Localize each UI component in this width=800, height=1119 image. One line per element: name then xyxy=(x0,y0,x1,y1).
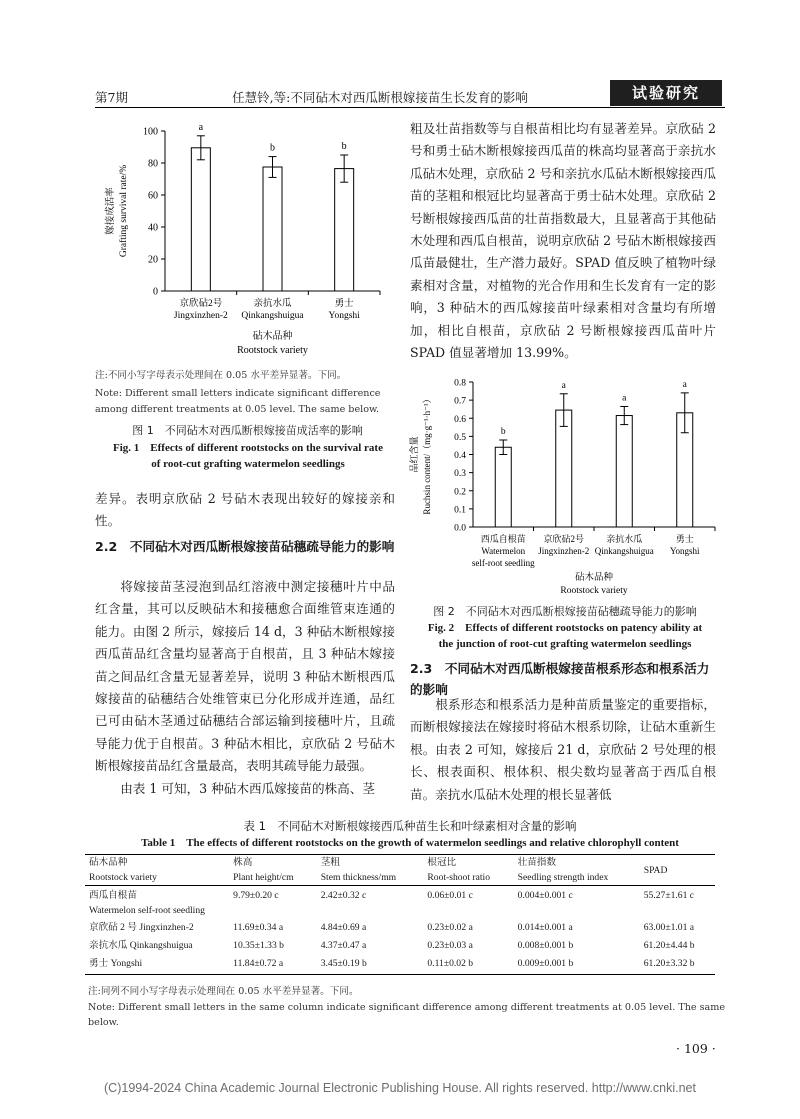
figure1-caption-en-1: Fig. 1 Effects of different rootstocks on the survival rate xyxy=(113,442,383,454)
y-axis-label-zh: 嫁接成活率 xyxy=(106,187,116,235)
table1-note-zh: 注:同列不同小写字母表示处理间在 0.05 水平差异显著。下同。 xyxy=(88,986,359,997)
table-cell: Watermelon self-root seedling xyxy=(89,905,205,916)
bar xyxy=(495,447,511,527)
right-paragraph-1: 粗及壮苗指数等与自根苗相比均有显著差异。京欣砧 2 号和勇士砧木断根嫁接西瓜苗的株高均显著高于亲抗水瓜砧木处理，京欣砧 2 号和亲抗水瓜砧木断根嫁接西瓜苗的茎粗和根冠比均显著高于勇士砧木处理。京欣砧 2 号断根嫁接西瓜苗的壮苗指数最大，且显著高于其他砧木处理和西瓜自根苗，说明京欣砧 2 号砧木断根嫁接西瓜苗最健壮，生产潜力最好。SPAD 值反映了植物叶绿素相对含量，对植物的光合作用和生长发育有一定的影响，3 种砧木的西瓜嫁接苗叶绿素相对含量均有所增加，相比自根苗，京欣砧 2 号断根嫁接西瓜苗叶片 SPAD 值显著增加 13.99%。 xyxy=(410,121,716,361)
table-cell: 京欣砧 2 号 Jingxinzhen-2 xyxy=(89,922,194,933)
x-axis-label-en: Rootstock variety xyxy=(560,586,628,596)
bar xyxy=(335,169,354,291)
table-header-zh-row xyxy=(85,855,715,871)
table-header-cell: 根冠比 xyxy=(423,855,513,871)
table-cell: 0.014±0.001 a xyxy=(517,922,573,933)
x-tick-label: 亲抗水瓜 xyxy=(253,299,292,309)
significance-letter: a xyxy=(622,393,627,404)
left-paragraph-2: 将嫁接苗茎浸泡到品红溶液中测定接穗叶片中品红含量，其可以反映砧木和接穗愈合面维管束连通的能力。由图 2 所示，嫁接后 14 d，3 种砧木断根嫁接西瓜苗品红含量均显著高于自根苗，且 3 种砧木嫁接苗之间品红含量无显著差异，说明 3 种砧木断根西瓜嫁接苗的砧穗结合处维管束已分化形成并连通，品红已可由砧木茎通过砧穗结合部运输到接穗叶片，且疏导能力优于自根苗。3 种砧木相比，京欣砧 2 号砧木断根嫁接苗品红含量最高，表明其疏导能力最强。 xyxy=(95,579,395,774)
figure2-chart xyxy=(405,370,725,600)
table-row xyxy=(85,956,715,975)
y-tick-label: 20 xyxy=(148,254,158,266)
figure1-chart xyxy=(95,114,395,369)
x-tick-label: 亲抗水瓜 xyxy=(606,534,643,544)
right-paragraph-2: 根系形态和根系活力是种苗质量鉴定的重要指标，而断根嫁接法在嫁接时将砧木根系切除，让砧木重新生根。由表 2 可知，嫁接后 21 d，京欣砧 2 号处理的根长、根表面积、根体积、根尖数均显著高于西瓜自根苗。亲抗水瓜砧木处理的根长显著低 xyxy=(410,697,716,802)
x-tick-label-en-line2: self-root seedling xyxy=(471,558,535,568)
significance-letter: b xyxy=(500,427,506,437)
x-tick-label-en: Yongshi xyxy=(669,546,700,556)
table-cell: 0.008±0.001 b xyxy=(517,940,574,951)
x-tick-label: 勇士 xyxy=(334,299,354,309)
table-cell: 0.23±0.02 a xyxy=(427,922,473,933)
y-tick-label: 0.8 xyxy=(454,378,466,389)
journal-logo: 试验研究 xyxy=(610,80,722,106)
table-cell: 4.37±0.47 a xyxy=(320,940,367,951)
copyright-footer: (C)1994-2024 China Academic Journal Electronic Publishing House. All rights reserved. http://www.cnki.net xyxy=(104,1081,696,1095)
figure2-caption-en-1: Fig. 2 Effects of different rootstocks on patency ability at xyxy=(427,622,703,634)
significance-letter: b xyxy=(270,142,275,154)
significance-letter: a xyxy=(198,121,204,133)
table-cell: 0.009±0.001 b xyxy=(514,956,640,975)
significance-letter: b xyxy=(341,141,347,152)
y-tick-label: 0.6 xyxy=(454,414,466,425)
header-rule xyxy=(95,107,725,108)
table-row xyxy=(85,903,715,920)
figure1-note-zh: 注:不同小写字母表示处理间在 0.05 水平差异显著。下同。 xyxy=(95,370,347,381)
y-tick-label: 0.5 xyxy=(454,432,466,443)
table-cell: 10.35±1.33 b xyxy=(233,940,284,951)
x-tick-label: 京欣砧2号 xyxy=(543,534,585,544)
table-row xyxy=(85,886,715,904)
x-axis-label-en: Rootstock variety xyxy=(237,345,308,356)
significance-letter: a xyxy=(682,379,687,390)
y-tick-label: 0.3 xyxy=(454,469,466,480)
table-cell: 0.06±0.01 c xyxy=(427,890,473,901)
y-tick-label: 60 xyxy=(148,190,158,202)
figure2-caption-en-2: the junction of root-cut grafting watermelon seedlings xyxy=(438,638,692,650)
bar xyxy=(263,167,282,291)
table-header-cell: 茎粗 xyxy=(317,855,424,871)
y-tick-label: 100 xyxy=(143,126,158,138)
table-cell: 亲抗水瓜 Qinkangshuigua xyxy=(89,940,193,951)
table-cell: 0.23±0.03 a xyxy=(427,940,473,951)
table-cell: 11.84±0.72 a xyxy=(229,956,317,975)
table-header-cell: Rootstock variety xyxy=(85,870,229,886)
y-tick-label: 80 xyxy=(148,158,158,170)
running-title: 任慧铃,等:不同砧木对西瓜断根嫁接苗生长发育的影响 xyxy=(232,90,528,105)
table-header-cell: 壮苗指数 xyxy=(514,855,640,871)
x-axis-label-zh: 砧木品种 xyxy=(574,573,614,583)
y-tick-label: 0.2 xyxy=(454,487,466,498)
table-cell: 0.11±0.02 b xyxy=(423,956,513,975)
x-tick-label: 京欣砧2号 xyxy=(179,299,223,309)
table-header-cell: Plant height/cm xyxy=(229,870,317,886)
table-cell: 61.20±3.32 b xyxy=(640,956,715,975)
bar xyxy=(616,416,632,527)
table-header-cell: Seedling strength index xyxy=(514,870,640,886)
issue-label: 第7期 xyxy=(95,90,128,105)
table1-note-en: Note: Different small letters in the same column indicate significant difference among different treatments at 0.05 level. The same below. xyxy=(88,1002,726,1028)
table-cell: 西瓜自根苗 xyxy=(89,890,137,901)
y-tick-label: 0 xyxy=(153,286,158,298)
x-axis-label-zh: 砧木品种 xyxy=(252,331,293,342)
x-tick-label-en: Jingxinzhen-2 xyxy=(173,311,228,321)
table-header-cell: 株高 xyxy=(229,855,317,871)
table1-title-en: Table 1 The effects of different rootstocks on the growth of watermelon seedlings and relative chlorophyll content xyxy=(141,837,679,849)
left-paragraph-1: 差异。表明京欣砧 2 号砧木表现出较好的嫁接亲和性。 xyxy=(95,491,395,529)
y-tick-label: 0.7 xyxy=(454,396,466,407)
y-tick-label: 0.0 xyxy=(454,523,466,534)
table-header-cell: SPAD xyxy=(640,855,715,886)
y-tick-label: 40 xyxy=(148,222,158,234)
table-cell: 勇士 Yongshi xyxy=(85,956,229,975)
table-cell: 0.004±0.001 c xyxy=(517,890,573,901)
bar xyxy=(191,148,210,291)
table-header-cell: 砧木品种 xyxy=(85,855,229,871)
table-cell: 9.79±0.20 c xyxy=(233,890,279,901)
significance-letter: a xyxy=(561,380,566,391)
table1 xyxy=(85,854,715,975)
figure2-caption-zh: 图 2 不同砧木对西瓜断根嫁接苗砧穗疏导能力的影响 xyxy=(433,605,697,618)
figure1-note-en: Note: Different small letters indicate significant difference among different treatments at 0.05 level. The same below. xyxy=(95,388,381,415)
table-cell: 2.42±0.32 c xyxy=(320,890,367,901)
table-cell: 3.45±0.19 b xyxy=(317,956,424,975)
table1-title-zh: 表 1 不同砧木对断根嫁接西瓜种苗生长和叶绿素相对含量的影响 xyxy=(243,819,577,833)
table-cell: 4.84±0.69 a xyxy=(320,922,367,933)
figure1-caption-zh: 图 1 不同砧木对西瓜断根嫁接苗成活率的影响 xyxy=(132,424,363,437)
table-header-en-row xyxy=(85,870,715,886)
left-paragraph-3: 由表 1 可知，3 种砧木西瓜嫁接苗的株高、茎 xyxy=(120,781,375,796)
table-row xyxy=(85,938,715,956)
page-number: · 109 · xyxy=(676,1041,716,1056)
y-axis-label-en: Grafting survival rate/% xyxy=(119,164,129,258)
y-axis-label-en: Ruchsin content/（mg·g⁻¹·h⁻¹） xyxy=(422,394,432,515)
table-cell: 11.69±0.34 a xyxy=(233,922,284,933)
x-tick-label-en: Qinkangshuigua xyxy=(594,546,654,556)
x-tick-label-en: Watermelon xyxy=(481,546,526,556)
bar xyxy=(556,410,572,527)
table-cell: 63.00±1.01 a xyxy=(643,922,695,933)
x-tick-label-en: Yongshi xyxy=(328,311,360,321)
x-tick-label: 勇士 xyxy=(675,534,694,544)
y-tick-label: 0.1 xyxy=(454,505,466,516)
table-row xyxy=(85,920,715,938)
x-tick-label: 西瓜自根苗 xyxy=(480,534,526,544)
section-2-2-title: 2.2 不同砧木对西瓜断根嫁接苗砧穗疏导能力的影响 xyxy=(95,539,395,554)
y-axis-label-zh: 品红含量 xyxy=(409,436,419,473)
section-2-3-title: 2.3 不同砧木对西瓜断根嫁接苗根系形态和根系活力的影响 xyxy=(410,661,710,697)
y-tick-label: 0.4 xyxy=(454,451,466,461)
table-cell: 55.27±1.61 c xyxy=(643,890,695,901)
table-cell: 61.20±4.44 b xyxy=(643,940,695,951)
figure1-caption-en-2: of root-cut grafting watermelon seedlings xyxy=(151,458,345,470)
x-tick-label-en: Qinkangshuigua xyxy=(241,311,304,321)
x-tick-label-en: Jingxinzhen-2 xyxy=(538,546,590,556)
table-header-cell: Root-shoot ratio xyxy=(423,870,513,886)
table-header-cell: Stem thickness/mm xyxy=(317,870,424,886)
